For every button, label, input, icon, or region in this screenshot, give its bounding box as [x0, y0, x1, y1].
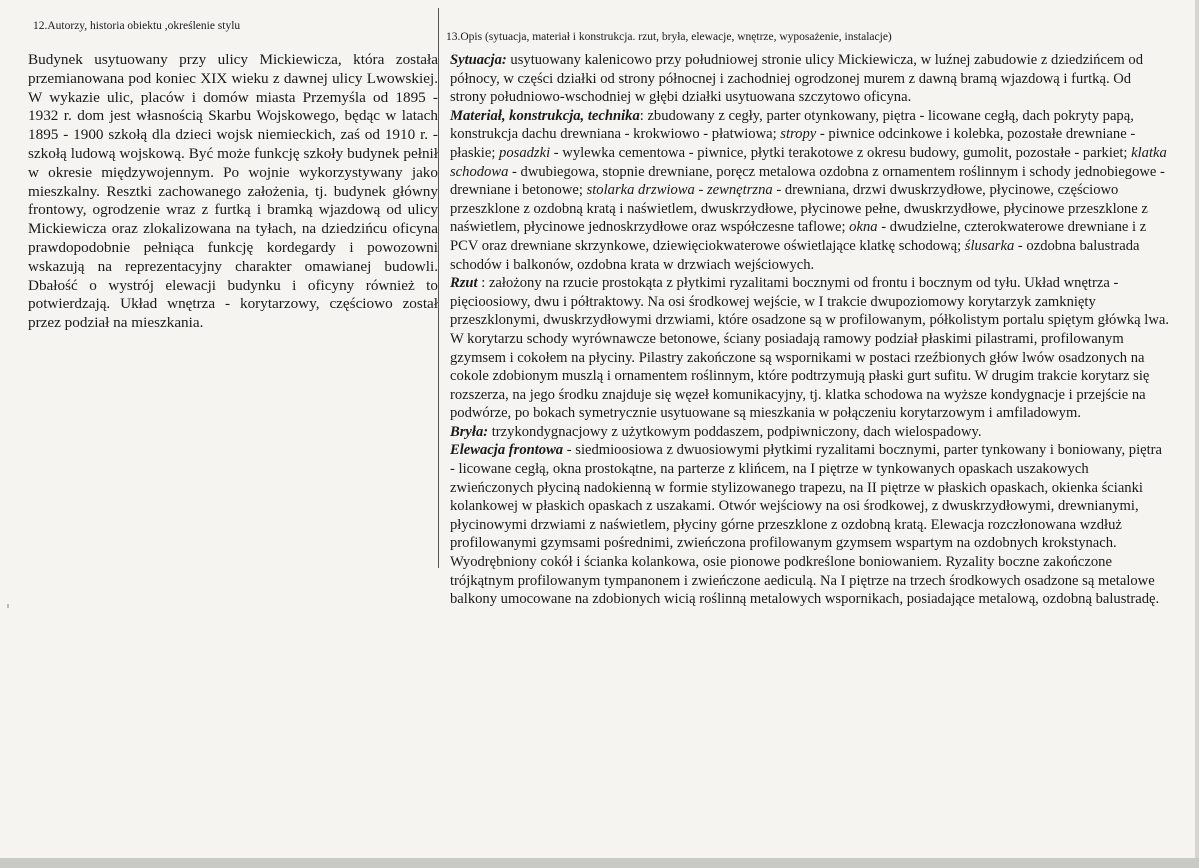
description-column	[450, 51, 1170, 609]
elewacja-paragraph	[450, 441, 1170, 608]
elewacja-text: - siedmioosiowa z dwuosiowymi płytkimi ryzalitami bocznymi, parter tynkowany i boniowany, piętra - licowane cegłą, okna prostokątne, na parterze z klińcem, na I piętrze w tynkowanych opaskach uszakowych zwieńczonych płyciną nadokienną w formie stylizowanego trapezu, na II piętrze w płaskich opaskach, okienka ścianki kolankowej w płaskich opaskach z uszakami. Otwór wejściowy na osi środkowej, z dwuskrzydłowymi, drewnianymi, płycinowymi drzwiami z naświetlem, płyciny górne przeszklone z ozdobną kratą. Elewacja rozczłonowana wzdłuż profilowanymi gzymsami pośrednimi, zwieńczona profilowanym gzymsem wspartym na ozdobnych krokstynach. Wyodrębniony cokół i ścianka kolankowa, osie pionowe podkreślone boniowaniem. Ryzality boczne zakończone trójkątnym profilowanym tympanonem i zwieńczone aediculą. Na I piętrze na trzech środkowych osadzone są metalowe balkony umocowane na zdobionych wicią roślinną metalowych wspornikach, posiadające metalową, ozdobną balustradę.	[450, 442, 1163, 608]
material-text-7: - ozdobna balustrada schodów i balkonów, ozdobna krata w drzwiach wejściowych.	[450, 237, 1140, 273]
posadzki-label: posadzki	[499, 144, 551, 161]
bryla-label: Bryła:	[450, 423, 489, 440]
slusarka-label: ślusarka	[964, 237, 1015, 254]
sytuacja-text: usytuowany kalenicowo przy południowej stronie ulicy Mickiewicza, w luźnej zabudowie z dziedzińcem od północy, w części działki od strony północnej i zachodniej ogrodzonej murem z dawną bramą wjazdową i furtką. Od strony południowo-wschodniej w głębi działki usytuowana szczytowo oficyna.	[450, 52, 1144, 106]
material-text-5: - drewniana, drzwi dwuskrzydłowe, płycinowe, częściowo przeszklone z ozdobną kratą i naświetlem, dwuskrzydłowe, płycinowe pełne, dwuskrzydłowe, płycinowe przeszklone z naświetlem, płycinowe jednoskrzydłowe oraz współczesne taflowe;	[450, 182, 1148, 236]
column-divider	[438, 8, 439, 568]
rzut-text: : założony na rzucie prostokąta z płytkimi ryzalitami bocznymi od frontu i bocznym od tyłu. Układ wnętrza - pięcioosiowy, dwu i półtraktowy. Na osi środkowej wejście, w I trakcie dwupoziomowy korytarzyk zamknięty przeszklonymi, dwuskrzydłowymi drzwiami, które osadzone są w profilowanym, półkolistym portalu spiętym główką lwa. W korytarzu schody wyrównawcze betonowe, ściany posiadają ramowy podział płaskimi pilastrami, profilowanym gzymsem i cokołem na płyciny. Pilastry zakończone są wspornikami w postaci rzeźbionych głów lwów osadzonych na cokole zdobionym muszlą i ornamentem roślinnym, które podtrzymują płaski gurt sufitu. W drugim trakcie korytarz się rozszerza, na jego środku znajduje się węzeł komunikacyjny, tj. klatka schodowa na wyższe kondygnacje i przejście na podwórze, po bokach symetrycznie usytuowane są mieszkania w połączeniu korytarzowym i amfiladowym.	[450, 275, 1170, 422]
sytuacja-paragraph	[450, 51, 1170, 107]
material-text-4: - dwubiegowa, stopnie drewniane, poręcz metalowa ozdobna z ornamentem roślinnym i schody jednobiegowe - drewniane i betonowe;	[450, 163, 1165, 199]
material-paragraph	[450, 107, 1170, 274]
material-text-1: : zbudowany z cegły, parter otynkowany, piętra - licowane cegłą, dach pokryty papą, konstrukcja dachu drewniana - krokwiowo - płatwiowa;	[450, 107, 1134, 143]
rzut-label: Rzut	[450, 275, 478, 292]
klatka-label: klatka schodowa	[450, 144, 1167, 180]
scan-speck	[7, 604, 9, 608]
section-12-header: 12.Autorzy, historia obiektu ,określenie stylu	[33, 20, 241, 32]
stolarka-label: stolarka drzwiowa - zewnętrzna	[586, 182, 773, 199]
stropy-label: stropy	[780, 126, 817, 143]
bryla-text: trzykondygnacjowy z użytkowym poddaszem, podpiwniczony, dach wielospadowy.	[488, 423, 982, 440]
sytuacja-label: Sytuacja:	[450, 52, 507, 68]
bryla-paragraph	[450, 423, 1170, 442]
material-text-6: - dwudzielne, czterokwaterowe drewniane i z PCV oraz drewniane skrzynkowe, dziewięciokwaterowe oświetlające klatkę schodową;	[450, 219, 1147, 254]
elewacja-label: Elewacja frontowa	[450, 442, 564, 459]
section-13-header: 13.Opis (sytuacja, materiał i konstrukcja. rzut, bryła, elewacje, wnętrze, wyposażenie, instalacje)	[446, 31, 892, 43]
history-text: Budynek usytuowany przy ulicy Mickiewicza, która została przemianowana pod koniec XIX wieku z dawnej ulicy Lwowskiej. W wykazie ulic, placów i domów miasta Przemyśla od 1895 - 1932 r. dom jest własnością Skarbu Wojskowego, będąc w latach 1895 - 1900 szkołą dla dzieci wojsk niemieckich, zaś od 1910 r. - szkołą ludową wojskową. Być może funkcję szkoły budynek pełnił w okresie międzywojennym. Po wojnie wykorzystywany jako mieszkalny. Resztki zachowanego założenia, tj. budynek główny frontowy, ogrodzenie wraz z furtką i bramką wjazdową od ulicy Mickiewicza oraz zlokalizowana na tyłach, na dziedzińcu oficyna prawdopodobnie pełniąca funkcję kordegardy i powozowni wskazują na reprezentacyjny charakter omawianej budowli. Dbałość o wystrój elewacji budynku i oficyny również to potwierdzają. Układ wnętrza - korytarzowy, częściowo został przez podział na mieszkania.	[28, 51, 438, 332]
scan-edge	[1195, 0, 1199, 868]
rzut-paragraph	[450, 274, 1170, 423]
scan-bottom-band	[0, 858, 1199, 868]
material-label: Materiał, konstrukcja, technika	[450, 107, 640, 124]
okna-label: okna	[849, 219, 878, 236]
material-text-3: - wylewka cementowa - piwnice, płytki terakotowe z okresu budowy, gumolit, pozostałe - parkiet;	[550, 144, 1132, 161]
material-text-2: - piwnice odcinkowe i kolebka, pozostałe drewniane - płaskie;	[450, 126, 1136, 161]
